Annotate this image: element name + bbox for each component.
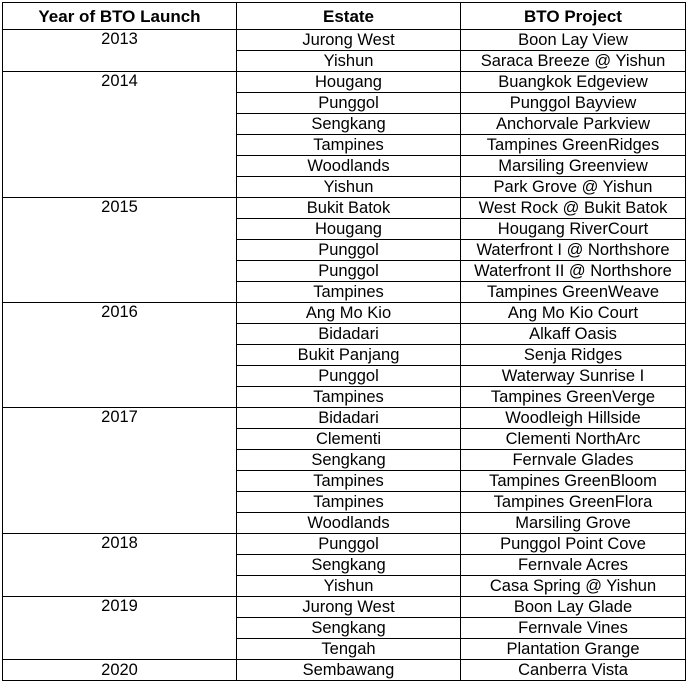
bto-launch-table	[2, 2, 686, 681]
cell-project: Fernvale Glades	[461, 450, 686, 471]
cell-estate: Ang Mo Kio	[237, 303, 461, 324]
cell-project: Hougang RiverCourt	[461, 219, 686, 240]
cell-project: Punggol Point Cove	[461, 534, 686, 555]
cell-year: 2017	[3, 408, 237, 534]
cell-estate: Sengkang	[237, 555, 461, 576]
cell-estate: Yishun	[237, 177, 461, 198]
cell-estate: Bukit Batok	[237, 198, 461, 219]
table-row	[3, 198, 686, 219]
column-header-project: BTO Project	[461, 3, 686, 30]
table-header	[3, 3, 686, 30]
cell-estate: Yishun	[237, 576, 461, 597]
table-row	[3, 408, 686, 429]
cell-project: Boon Lay Glade	[461, 597, 686, 618]
cell-estate: Punggol	[237, 93, 461, 114]
cell-estate: Tampines	[237, 282, 461, 303]
table-row	[3, 303, 686, 324]
cell-project: Alkaff Oasis	[461, 324, 686, 345]
cell-year: 2015	[3, 198, 237, 303]
cell-project: Buangkok Edgeview	[461, 72, 686, 93]
cell-project: Punggol Bayview	[461, 93, 686, 114]
cell-estate: Bidadari	[237, 408, 461, 429]
cell-project: Woodleigh Hillside	[461, 408, 686, 429]
cell-project: Fernvale Acres	[461, 555, 686, 576]
cell-project: Waterfront II @ Northshore	[461, 261, 686, 282]
cell-estate: Bukit Panjang	[237, 345, 461, 366]
cell-year: 2019	[3, 597, 237, 660]
cell-year: 2018	[3, 534, 237, 597]
table-row	[3, 597, 686, 618]
cell-estate: Woodlands	[237, 513, 461, 534]
table-row	[3, 660, 686, 681]
cell-estate: Hougang	[237, 219, 461, 240]
cell-project: Anchorvale Parkview	[461, 114, 686, 135]
cell-estate: Woodlands	[237, 156, 461, 177]
cell-year: 2020	[3, 660, 237, 681]
cell-estate: Tampines	[237, 471, 461, 492]
table-row	[3, 534, 686, 555]
cell-estate: Tampines	[237, 492, 461, 513]
cell-estate: Punggol	[237, 261, 461, 282]
cell-project: Tampines GreenRidges	[461, 135, 686, 156]
cell-estate: Punggol	[237, 240, 461, 261]
cell-project: Tampines GreenWeave	[461, 282, 686, 303]
cell-estate: Jurong West	[237, 597, 461, 618]
cell-project: Tampines GreenVerge	[461, 387, 686, 408]
cell-project: Marsiling Greenview	[461, 156, 686, 177]
cell-estate: Sengkang	[237, 114, 461, 135]
cell-estate: Hougang	[237, 72, 461, 93]
cell-project: Waterfront I @ Northshore	[461, 240, 686, 261]
cell-project: Boon Lay View	[461, 30, 686, 51]
cell-project: Waterway Sunrise I	[461, 366, 686, 387]
cell-estate: Punggol	[237, 534, 461, 555]
cell-estate: Tampines	[237, 387, 461, 408]
cell-estate: Tengah	[237, 639, 461, 660]
cell-estate: Jurong West	[237, 30, 461, 51]
cell-project: Park Grove @ Yishun	[461, 177, 686, 198]
cell-project: Clementi NorthArc	[461, 429, 686, 450]
cell-project: Plantation Grange	[461, 639, 686, 660]
cell-estate: Sengkang	[237, 450, 461, 471]
cell-estate: Punggol	[237, 366, 461, 387]
cell-project: Canberra Vista	[461, 660, 686, 681]
cell-estate: Yishun	[237, 51, 461, 72]
header-row	[3, 3, 686, 30]
column-header-estate: Estate	[237, 3, 461, 30]
cell-project: Ang Mo Kio Court	[461, 303, 686, 324]
cell-year: 2014	[3, 72, 237, 198]
cell-year: 2016	[3, 303, 237, 408]
cell-project: Saraca Breeze @ Yishun	[461, 51, 686, 72]
cell-year: 2013	[3, 30, 237, 72]
cell-project: Senja Ridges	[461, 345, 686, 366]
cell-project: Marsiling Grove	[461, 513, 686, 534]
cell-estate: Sengkang	[237, 618, 461, 639]
cell-estate: Sembawang	[237, 660, 461, 681]
table-row	[3, 30, 686, 51]
table-body	[3, 30, 686, 681]
cell-project: Tampines GreenBloom	[461, 471, 686, 492]
cell-project: Fernvale Vines	[461, 618, 686, 639]
table-row	[3, 72, 686, 93]
column-header-year: Year of BTO Launch	[3, 3, 237, 30]
cell-estate: Clementi	[237, 429, 461, 450]
cell-project: Casa Spring @ Yishun	[461, 576, 686, 597]
cell-project: West Rock @ Bukit Batok	[461, 198, 686, 219]
cell-estate: Bidadari	[237, 324, 461, 345]
cell-estate: Tampines	[237, 135, 461, 156]
cell-project: Tampines GreenFlora	[461, 492, 686, 513]
